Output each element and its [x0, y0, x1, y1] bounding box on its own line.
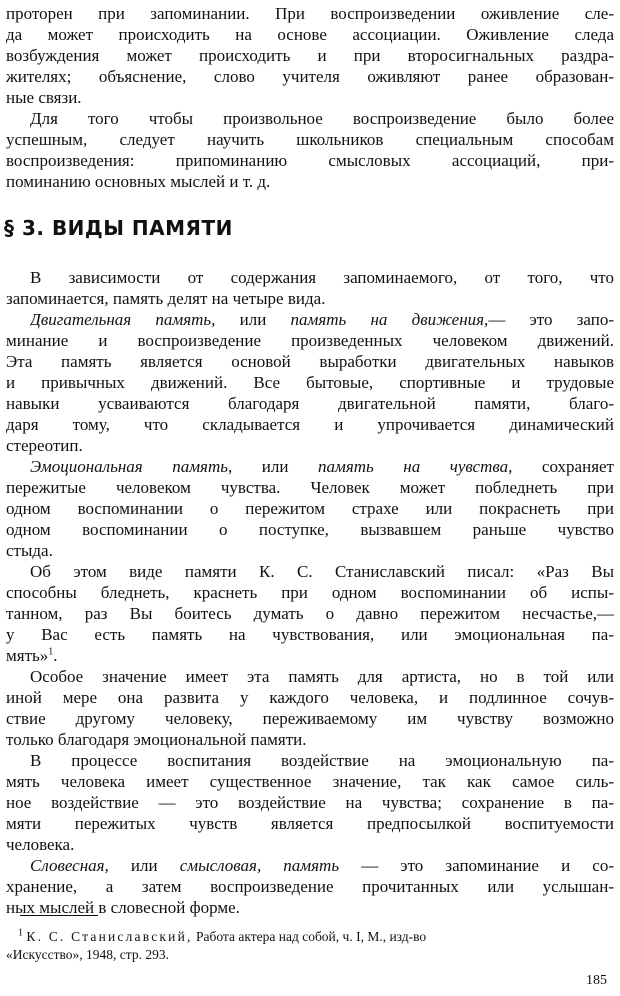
text-line: способны бледнеть, краснеть при одном воспоминании об испы- — [6, 583, 614, 602]
term-emotional-memory: Эмоциональная память, — [30, 457, 233, 476]
text-line: да может происходить на основе ассоциации. Оживление следа — [6, 25, 614, 44]
term-semantic-memory: смысловая, память — [179, 856, 340, 875]
text-line: только благодаря эмоциональной памяти. — [6, 730, 307, 749]
text-line: мяти пережитых чувств является предпосылкой воспитуемости — [6, 814, 614, 833]
conjunction: или — [215, 310, 291, 329]
footnote-line — [18, 928, 614, 946]
text-line: возбуждения может происходить и при второсигнальных раздра- — [6, 46, 614, 65]
text-line-with-terms — [30, 457, 614, 477]
conjunction: или — [232, 457, 318, 476]
definition-start: — это запоминание и со- — [339, 856, 614, 875]
text-line: минание и воспроизведение произведенных человеком движений. — [6, 331, 614, 350]
text-line: хранение, а затем воспроизведение прочитанных или услышан- — [6, 877, 614, 896]
term-motion-memory: память на движения, — [290, 310, 489, 329]
text-line: стыда. — [6, 541, 53, 560]
text-line-with-terms — [30, 856, 614, 876]
term-feelings-memory: память на чувства, — [317, 457, 513, 476]
definition-start: — это запо- — [488, 310, 614, 329]
text-line: Эта память является основой выработки двигательных навыков — [6, 352, 614, 371]
text-line: запоминается, память делят на четыре вида. — [6, 289, 326, 308]
text-line-with-terms — [30, 310, 614, 330]
footnote-divider — [20, 915, 98, 916]
text-line: В процессе воспитания воздействие на эмоциональную па- — [30, 751, 614, 770]
page-number: 185 — [586, 973, 607, 988]
footnote-ref: 1 — [48, 646, 54, 658]
text-line: Об этом виде памяти К. С. Станиславский писал: «Раз Вы — [30, 562, 614, 581]
text-line: ное воздействие — это воздействие на чувства; сохранение в па- — [6, 793, 614, 812]
footnote-line: «Искусство», 1948, стр. 293. — [6, 947, 169, 962]
text-line: Особое значение имеет эта память для артиста, но в той или — [30, 667, 614, 686]
text-line: воспроизведения: припоминанию смысловых ассоциаций, при- — [6, 151, 614, 170]
text-line: поминанию основных мыслей и т. д. — [6, 172, 271, 191]
quote-end: мять» — [6, 646, 49, 665]
text-line: человека. — [6, 835, 75, 854]
text-line: ные связи. — [6, 88, 82, 107]
text-line: стереотип. — [6, 436, 83, 455]
text-line: одном воспоминании о поступке, вызвавшем раньше чувство — [6, 520, 614, 539]
punctuation: . — [53, 646, 58, 665]
section-heading: § 3. ВИДЫ ПАМЯТИ — [4, 216, 233, 240]
text-line: танном, раз Вы боитесь думать о давно пережитом несчастье,— — [6, 604, 614, 623]
text-line: одном воспоминании о пережитом страхе или покраснеть при — [6, 499, 614, 518]
text-line: навыки усваиваются благодаря двигательной памяти, благо- — [6, 394, 614, 413]
text-line: Для того чтобы произвольное воспроизведение было более — [30, 109, 614, 128]
text-line: у Вас есть память на чувствования, или эмоциональная па- — [6, 625, 614, 644]
text-line: жителях; объяснение, слово учителя оживляют ранее образован- — [6, 67, 614, 86]
term-motor-memory: Двигательная память, — [30, 310, 216, 329]
text-line: пережитые человеком чувства. Человек может побледнеть при — [6, 478, 614, 497]
term-verbal-memory: Словесная, — [30, 856, 109, 875]
text-line: иной мере она развита у каждого человека, и подлинное сочув- — [6, 688, 614, 707]
text-line: и привычных движений. Все бытовые, спортивные и трудовые — [6, 373, 614, 392]
text-line: даря тому, что складывается и упрочивается динамический — [6, 415, 614, 434]
text-line: ствие другому человеку, переживаемому им чувству возможно — [6, 709, 614, 728]
conjunction: или — [108, 856, 180, 875]
text-line: ных мыслей в словесной форме. — [6, 898, 240, 917]
definition-start: сохраняет — [512, 457, 614, 476]
text-line: проторен при запоминании. При воспроизведении оживление сле- — [6, 4, 614, 23]
footnote-source: Работа актера над собой, ч. I, М., изд-во — [192, 929, 427, 944]
footnote-author: К. С. Станиславский, — [26, 929, 193, 944]
footnote-mark: 1 — [18, 928, 23, 939]
text-line: успешным, следует научить школьников специальным способам — [6, 130, 614, 149]
text-line: мять человека имеет существенное значение, так как самое силь- — [6, 772, 614, 791]
text-line: В зависимости от содержания запоминаемого, от того, что — [30, 268, 614, 287]
text-line-with-footnote-ref — [6, 646, 614, 666]
